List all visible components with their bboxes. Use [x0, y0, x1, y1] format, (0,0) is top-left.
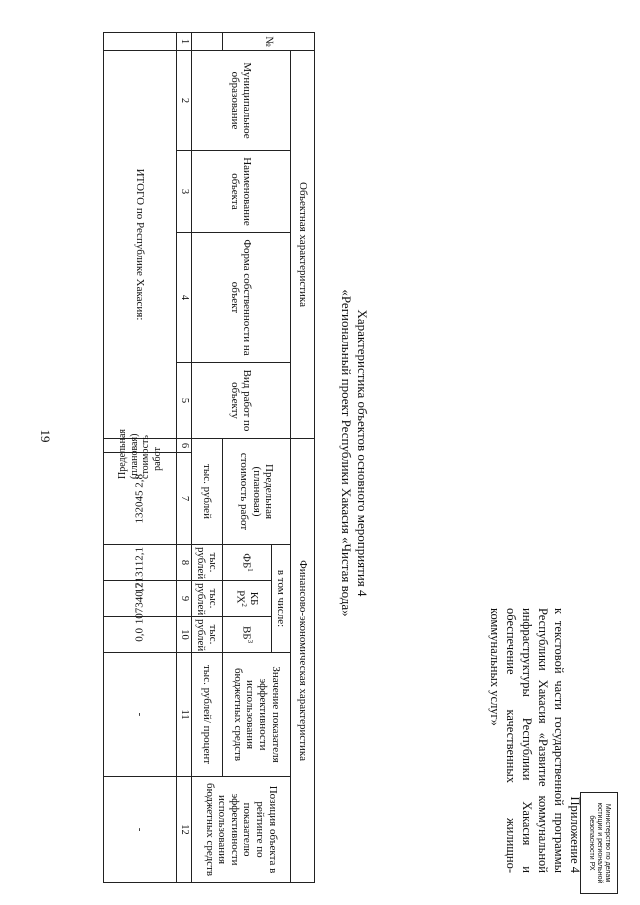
stamp-text: Министерство по делам юстиции и региональной безопасности РХ [587, 802, 612, 884]
header-cost: Предельная (плановая) стоимость работ [222, 438, 290, 544]
header-work-type: Вид работ по объекту [191, 362, 290, 438]
header-vb-sup: 3 [246, 639, 255, 643]
col-num-1: 1 [176, 32, 191, 50]
header-row-2 [271, 32, 290, 882]
total-vb: 0,0 [133, 627, 146, 641]
total-cost-label: Предельная (плановая) стоимость работ [116, 428, 163, 479]
total-label: ИТОГО по Республике Хакасия: [104, 50, 177, 438]
col-num-7: 7 [176, 452, 191, 544]
col-num-9: 9 [176, 580, 191, 616]
document-title: Характеристика объектов основного мероприятия 4 [355, 308, 370, 596]
page-number: 19 [38, 429, 53, 443]
header-incl: в том числе: [271, 544, 290, 652]
header-vb [222, 616, 271, 652]
units-no-spacer [191, 32, 222, 50]
objects-table [103, 32, 315, 883]
header-kb-text: КБ РХ [234, 589, 261, 605]
header-kb-sup: 2 [239, 602, 248, 607]
total-cost-label-cell [104, 428, 177, 479]
col-num-6: 6 [176, 438, 191, 452]
units-vb: тыс. рублей [191, 616, 222, 652]
col-num-4: 4 [176, 232, 191, 362]
total-rating: - [104, 776, 177, 882]
header-group-object: Объектная характеристика [290, 50, 314, 438]
col-num-3: 3 [176, 150, 191, 232]
header-rating: Позиция объекта в рейтинге по показателю эффективности использования бюджетных средств [191, 776, 290, 882]
header-efficiency: Значение показателя эффективности использования бюджетных средств [222, 652, 290, 776]
appendix-title: Приложение 4 [568, 796, 582, 873]
col-num-11: 11 [176, 652, 191, 776]
ministry-stamp [580, 792, 618, 894]
header-group-finance: Финансово-экономическая характеристика [290, 438, 314, 882]
units-fb: тыс. рублей [191, 544, 222, 580]
total-row [104, 32, 177, 882]
header-ownership: Форма собственности на объект [191, 232, 290, 362]
units-kb: тыс. рублей [191, 580, 222, 616]
header-fb-sup: 1 [246, 567, 255, 572]
header-object-name: Наименование объекта [191, 150, 290, 232]
column-numbers-row [176, 32, 191, 882]
total-efficiency: - [104, 652, 177, 776]
total-fb: 1213112,1 [133, 546, 146, 593]
header-vb-text: ВБ [240, 625, 253, 640]
header-municipality: Муниципальное образование [191, 50, 290, 150]
total-kb-cell [104, 580, 177, 624]
header-fb-text: ФБ [240, 552, 253, 568]
header-fb [222, 544, 271, 580]
document-titles [338, 18, 371, 888]
total-no [104, 32, 177, 50]
col-num-12: 12 [176, 776, 191, 882]
document-subtitle: «Региональный проект Республики Хакасия «Чистая вода» [338, 288, 354, 617]
col-num-2: 2 [176, 50, 191, 150]
units-efficiency: тыс. рублей/ процент [191, 652, 222, 776]
rotated-sheet [93, 18, 638, 888]
total-fb-cell [104, 544, 177, 593]
appendix-block [487, 608, 583, 873]
header-group-row [290, 32, 314, 882]
col-num-5: 5 [176, 362, 191, 438]
units-cost: тыс. рублей [191, 438, 222, 544]
header-no: № [222, 32, 314, 50]
col-num-10: 10 [176, 616, 191, 652]
col-num-8: 8 [176, 544, 191, 580]
total-kb: 107340,7 [133, 582, 146, 624]
appendix-text: к текстовой части государственной программы Республики Хакасия «Развитие коммунальной инфраструктуры Республики Хакасия и обеспечение качественных жилищно-коммунальных услуг» [488, 607, 566, 873]
total-cost: 132045 2,8 [133, 473, 146, 523]
header-kb [222, 580, 271, 616]
